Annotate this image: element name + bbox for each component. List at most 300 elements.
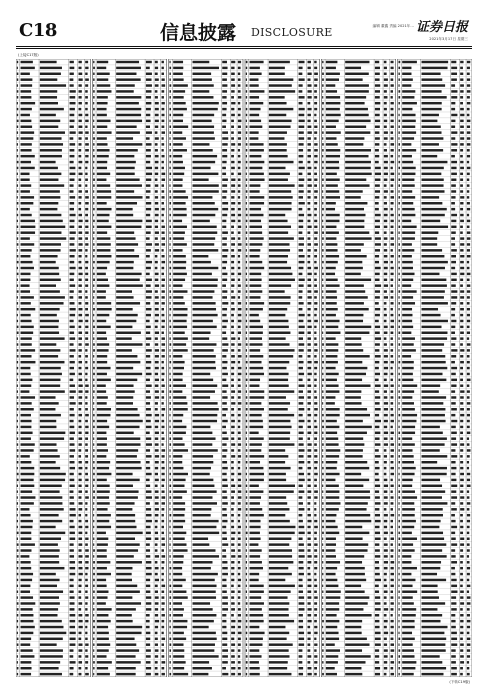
table-cell-text	[85, 202, 89, 204]
table-cell-text	[17, 343, 19, 345]
table-cell-text	[326, 549, 335, 551]
table-cell-text	[231, 367, 234, 369]
table-cell-text	[222, 143, 227, 145]
table-cell-text	[269, 626, 286, 628]
table-cell-text	[222, 532, 226, 534]
table-cell-text	[246, 538, 247, 540]
table-cell-text	[238, 131, 241, 133]
table-cell-text	[384, 555, 388, 557]
table-cell-text	[299, 108, 305, 110]
table-cell-text	[40, 573, 56, 575]
table-cell-text	[391, 302, 394, 304]
table-cell-text	[422, 508, 443, 510]
table-cell-text	[21, 379, 33, 381]
table-cell-text	[238, 573, 240, 575]
table-cell-text	[307, 649, 310, 651]
table-cell-text	[222, 643, 227, 645]
table-cell-text	[78, 673, 81, 675]
table-cell-text	[398, 602, 399, 604]
table-cell-text	[391, 73, 394, 75]
table-cell-text	[70, 555, 74, 557]
table-cell-text	[451, 543, 457, 545]
table-cell-text	[93, 614, 94, 616]
table-cell-text	[246, 367, 247, 369]
table-cell-text	[299, 220, 304, 222]
table-cell-text	[193, 408, 219, 410]
table-cell-text	[299, 526, 305, 528]
table-cell-text	[375, 502, 381, 504]
table-cell-text	[451, 237, 455, 239]
table-cell-text	[238, 638, 241, 640]
table-cell-text	[375, 673, 380, 675]
table-cell-text	[299, 402, 304, 404]
table-cell-text	[250, 314, 259, 316]
table-cell-text	[222, 626, 226, 628]
table-cell-text	[21, 173, 30, 175]
table-cell-text	[173, 155, 182, 157]
table-cell-text	[322, 343, 324, 345]
table-cell-text	[173, 614, 183, 616]
table-cell-text	[78, 108, 81, 110]
table-cell-text	[146, 408, 151, 410]
table-cell-text	[169, 408, 171, 410]
table-cell-text	[314, 237, 317, 239]
table-cell-text	[85, 396, 87, 398]
table-cell-text	[193, 102, 219, 104]
table-cell-text	[322, 208, 324, 210]
table-cell-text	[422, 355, 446, 357]
table-cell-text	[402, 402, 414, 404]
table-cell-text	[460, 485, 463, 487]
table-cell-text	[391, 579, 394, 581]
table-cell-text	[375, 184, 380, 186]
table-cell-text	[451, 426, 456, 428]
table-cell-text	[93, 202, 94, 204]
table-cell-text	[17, 355, 19, 357]
table-cell-text	[326, 579, 337, 581]
table-cell-text	[17, 526, 18, 528]
table-cell-text	[21, 343, 32, 345]
table-cell-text	[97, 455, 107, 457]
table-cell-text	[97, 314, 109, 316]
table-cell-text	[40, 555, 59, 557]
table-cell-text	[250, 149, 264, 151]
table-cell-text	[326, 255, 339, 257]
table-cell-text	[250, 443, 262, 445]
table-cell-text	[238, 173, 241, 175]
table-cell-text	[391, 490, 393, 492]
table-cell-text	[231, 184, 235, 186]
table-cell-text	[222, 667, 226, 669]
table-cell-text	[451, 473, 455, 475]
table-cell-text	[391, 432, 394, 434]
table-cell-text	[21, 479, 34, 481]
table-cell-text	[307, 84, 311, 86]
table-cell-text	[314, 78, 318, 80]
table-cell-text	[460, 202, 463, 204]
table-cell-text	[169, 543, 170, 545]
table-cell-text	[231, 508, 234, 510]
table-cell-text	[21, 296, 34, 298]
table-cell-text	[326, 443, 339, 445]
issue-date: 2021年3月17日 星期三	[429, 37, 468, 41]
table-cell-text	[173, 143, 183, 145]
table-cell-text	[384, 649, 388, 651]
table-cell-text	[17, 485, 18, 487]
table-cell-text	[238, 202, 241, 204]
table-cell-text	[384, 373, 388, 375]
table-cell-text	[451, 555, 455, 557]
table-cell-text	[231, 190, 235, 192]
table-cell-text	[246, 420, 247, 422]
table-cell-text	[97, 508, 108, 510]
table-cell-text	[97, 673, 110, 675]
table-cell-text	[238, 538, 241, 540]
table-cell-text	[162, 396, 165, 398]
table-cell-text	[93, 284, 94, 286]
table-cell-text	[222, 526, 226, 528]
table-cell-text	[322, 267, 323, 269]
newspaper-logo: 证券日报	[416, 20, 469, 35]
table-cell-text	[21, 220, 35, 222]
table-cell-text	[384, 514, 388, 516]
table-cell-text	[314, 420, 316, 422]
table-cell-text	[299, 249, 303, 251]
table-cell-text	[391, 420, 394, 422]
table-cell-text	[162, 414, 165, 416]
table-cell-text	[402, 361, 414, 363]
table-cell-text	[451, 267, 455, 269]
table-cell-text	[460, 302, 463, 304]
table-cell-text	[93, 208, 95, 210]
table-cell-text	[375, 514, 380, 516]
table-cell-text	[322, 308, 323, 310]
table-cell-text	[85, 449, 88, 451]
table-cell-text	[402, 137, 414, 139]
table-cell-text	[391, 661, 395, 663]
table-cell-text	[146, 549, 150, 551]
table-cell-text	[322, 78, 324, 80]
table-cell-text	[85, 638, 87, 640]
table-cell-text	[70, 267, 76, 269]
table-cell-text	[93, 579, 95, 581]
table-cell-text	[451, 467, 456, 469]
table-cell-text	[78, 626, 82, 628]
table-cell-text	[97, 579, 106, 581]
table-cell-text	[78, 73, 82, 75]
table-cell-text	[460, 461, 463, 463]
table-cell-text	[85, 167, 87, 169]
table-cell-text	[250, 432, 259, 434]
table-cell-text	[391, 638, 394, 640]
table-cell-text	[269, 638, 287, 640]
table-cell-text	[222, 437, 228, 439]
table-cell-text	[326, 514, 337, 516]
table-cell-text	[391, 643, 394, 645]
table-cell-text	[40, 61, 57, 63]
table-cell-text	[238, 549, 241, 551]
table-cell-text	[40, 602, 60, 604]
table-cell-text	[250, 626, 260, 628]
table-cell-text	[238, 379, 241, 381]
table-cell-text	[422, 620, 441, 622]
table-cell-text	[460, 226, 463, 228]
table-cell-text	[299, 290, 303, 292]
table-cell-text	[384, 332, 388, 334]
table-cell-text	[70, 273, 75, 275]
table-cell-text	[322, 443, 324, 445]
table-cell-text	[238, 73, 240, 75]
table-cell-text	[17, 608, 19, 610]
table-cell-text	[155, 78, 159, 80]
table-cell-text	[162, 485, 165, 487]
table-cell-text	[169, 202, 171, 204]
table-cell-text	[78, 485, 81, 487]
table-cell-text	[162, 667, 165, 669]
table-cell-text	[322, 314, 324, 316]
table-cell-text	[307, 449, 311, 451]
table-cell-text	[155, 490, 159, 492]
table-cell-text	[146, 514, 152, 516]
table-cell-text	[231, 655, 235, 657]
table-cell-text	[299, 508, 305, 510]
table-cell-text	[451, 84, 455, 86]
table-cell-text	[402, 373, 413, 375]
table-cell-text	[269, 326, 289, 328]
table-cell-text	[70, 667, 74, 669]
table-cell-text	[322, 190, 323, 192]
table-cell-text	[307, 390, 311, 392]
table-cell-text	[173, 661, 185, 663]
table-cell-text	[422, 661, 443, 663]
table-cell-text	[169, 302, 170, 304]
table-cell-text	[162, 432, 164, 434]
table-cell-text	[402, 178, 414, 180]
table-cell-text	[460, 626, 463, 628]
table-cell-text	[467, 155, 470, 157]
table-cell-text	[173, 120, 183, 122]
table-cell-text	[246, 237, 247, 239]
table-cell-text	[345, 273, 361, 275]
table-cell-text	[307, 602, 310, 604]
table-cell-text	[314, 314, 317, 316]
table-cell-text	[402, 67, 411, 69]
table-cell-text	[97, 367, 111, 369]
table-cell-text	[97, 320, 106, 322]
table-cell-text	[402, 149, 416, 151]
table-cell-text	[146, 673, 151, 675]
table-cell-text	[314, 520, 317, 522]
table-cell-text	[70, 332, 75, 334]
table-cell-text	[250, 520, 261, 522]
table-cell-text	[21, 396, 36, 398]
table-cell-text	[402, 143, 411, 145]
table-cell-text	[322, 579, 323, 581]
table-cell-text	[451, 178, 456, 180]
table-cell-text	[78, 514, 81, 516]
table-cell-text	[85, 349, 87, 351]
table-cell-text	[85, 190, 88, 192]
table-cell-text	[467, 602, 471, 604]
table-cell-text	[70, 126, 74, 128]
table-cell-text	[422, 655, 440, 657]
table-cell-text	[231, 114, 235, 116]
table-cell-text	[460, 126, 464, 128]
table-cell-text	[345, 643, 369, 645]
table-cell-text	[21, 243, 35, 245]
table-cell-text	[155, 102, 159, 104]
table-cell-text	[460, 290, 464, 292]
table-cell-text	[314, 402, 317, 404]
table-cell-text	[146, 608, 151, 610]
table-cell-text	[169, 96, 170, 98]
table-cell-text	[422, 437, 447, 439]
table-cell-text	[314, 320, 318, 322]
table-cell-text	[222, 555, 226, 557]
table-cell-text	[398, 526, 399, 528]
table-cell-text	[97, 190, 111, 192]
table-cell-text	[222, 114, 226, 116]
table-cell-text	[250, 243, 263, 245]
table-cell-text	[460, 573, 463, 575]
table-cell-text	[326, 555, 336, 557]
table-cell-text	[173, 90, 185, 92]
table-cell-text	[93, 249, 95, 251]
table-cell-text	[162, 178, 166, 180]
table-cell-text	[398, 114, 399, 116]
table-cell-text	[93, 437, 94, 439]
table-cell-text	[17, 555, 19, 557]
table-cell-text	[222, 473, 226, 475]
table-cell-text	[238, 373, 242, 375]
table-cell-text	[402, 508, 415, 510]
table-cell-text	[93, 314, 94, 316]
table-cell-text	[460, 96, 463, 98]
table-cell-text	[250, 355, 264, 357]
table-cell-text	[299, 479, 305, 481]
table-cell-text	[17, 402, 19, 404]
table-cell-text	[422, 149, 444, 151]
table-cell-text	[17, 420, 18, 422]
table-cell-text	[85, 596, 88, 598]
table-cell-text	[155, 579, 159, 581]
table-cell-text	[238, 143, 241, 145]
table-cell-text	[93, 638, 94, 640]
table-cell-text	[97, 267, 107, 269]
table-cell-text	[250, 449, 262, 451]
table-cell-text	[193, 414, 218, 416]
table-cell-text	[231, 314, 234, 316]
table-cell-text	[460, 367, 463, 369]
table-cell-text	[85, 608, 87, 610]
table-cell-text	[269, 143, 287, 145]
table-cell-text	[422, 332, 448, 334]
table-cell-text	[307, 661, 310, 663]
table-cell-text	[85, 90, 88, 92]
table-cell-text	[238, 608, 241, 610]
table-cell-text	[17, 455, 19, 457]
table-cell-text	[93, 526, 94, 528]
table-cell-text	[322, 137, 323, 139]
table-cell-text	[169, 384, 171, 386]
table-cell-text	[146, 114, 150, 116]
table-cell-text	[326, 202, 336, 204]
table-cell-text	[375, 290, 380, 292]
table-cell-text	[222, 485, 228, 487]
table-cell-text	[155, 502, 159, 504]
table-cell-text	[238, 332, 241, 334]
table-cell-text	[155, 96, 158, 98]
table-cell-text	[307, 108, 311, 110]
table-cell-text	[398, 196, 400, 198]
table-cell-text	[246, 390, 247, 392]
table-cell-text	[322, 638, 324, 640]
table-cell-text	[326, 90, 337, 92]
table-cell-text	[246, 579, 247, 581]
table-cell-text	[169, 426, 170, 428]
table-cell-text	[398, 543, 400, 545]
table-cell-text	[193, 290, 215, 292]
table-cell-text	[460, 667, 463, 669]
table-cell-text	[116, 496, 138, 498]
table-cell-text	[250, 508, 263, 510]
table-cell-text	[326, 490, 340, 492]
table-cell-text	[326, 302, 337, 304]
table-cell-text	[384, 173, 388, 175]
table-cell-text	[460, 320, 463, 322]
table-cell-text	[460, 231, 463, 233]
table-cell-text	[460, 643, 464, 645]
table-cell-text	[238, 161, 241, 163]
table-cell-text	[162, 573, 164, 575]
table-cell-text	[193, 273, 212, 275]
table-cell-text	[146, 620, 150, 622]
table-cell-text	[299, 214, 304, 216]
table-cell-text	[193, 590, 216, 592]
table-cell-text	[85, 467, 87, 469]
table-cell-text	[269, 508, 290, 510]
table-cell-text	[169, 90, 171, 92]
table-cell-text	[398, 273, 399, 275]
table-cell-text	[402, 461, 414, 463]
table-cell-text	[97, 296, 106, 298]
table-cell-text	[238, 290, 241, 292]
table-cell-text	[85, 255, 87, 257]
table-cell-text	[146, 579, 150, 581]
table-cell-text	[173, 296, 183, 298]
table-cell-text	[345, 220, 364, 222]
table-cell-text	[238, 384, 241, 386]
table-cell-text	[307, 126, 311, 128]
table-cell-text	[422, 432, 443, 434]
table-cell-text	[467, 167, 471, 169]
table-cell-text	[222, 467, 227, 469]
table-cell-text	[322, 355, 323, 357]
table-cell-text	[307, 579, 311, 581]
table-cell-text	[299, 379, 303, 381]
table-cell-text	[345, 638, 367, 640]
table-cell-text	[231, 84, 235, 86]
table-cell-text	[193, 496, 213, 498]
table-cell-text	[307, 320, 311, 322]
table-cell-text	[322, 84, 323, 86]
table-cell-text	[322, 249, 323, 251]
table-cell-text	[307, 190, 310, 192]
table-cell-text	[451, 202, 455, 204]
table-cell-text	[326, 149, 340, 151]
table-cell-text	[250, 320, 261, 322]
table-cell-text	[162, 220, 164, 222]
